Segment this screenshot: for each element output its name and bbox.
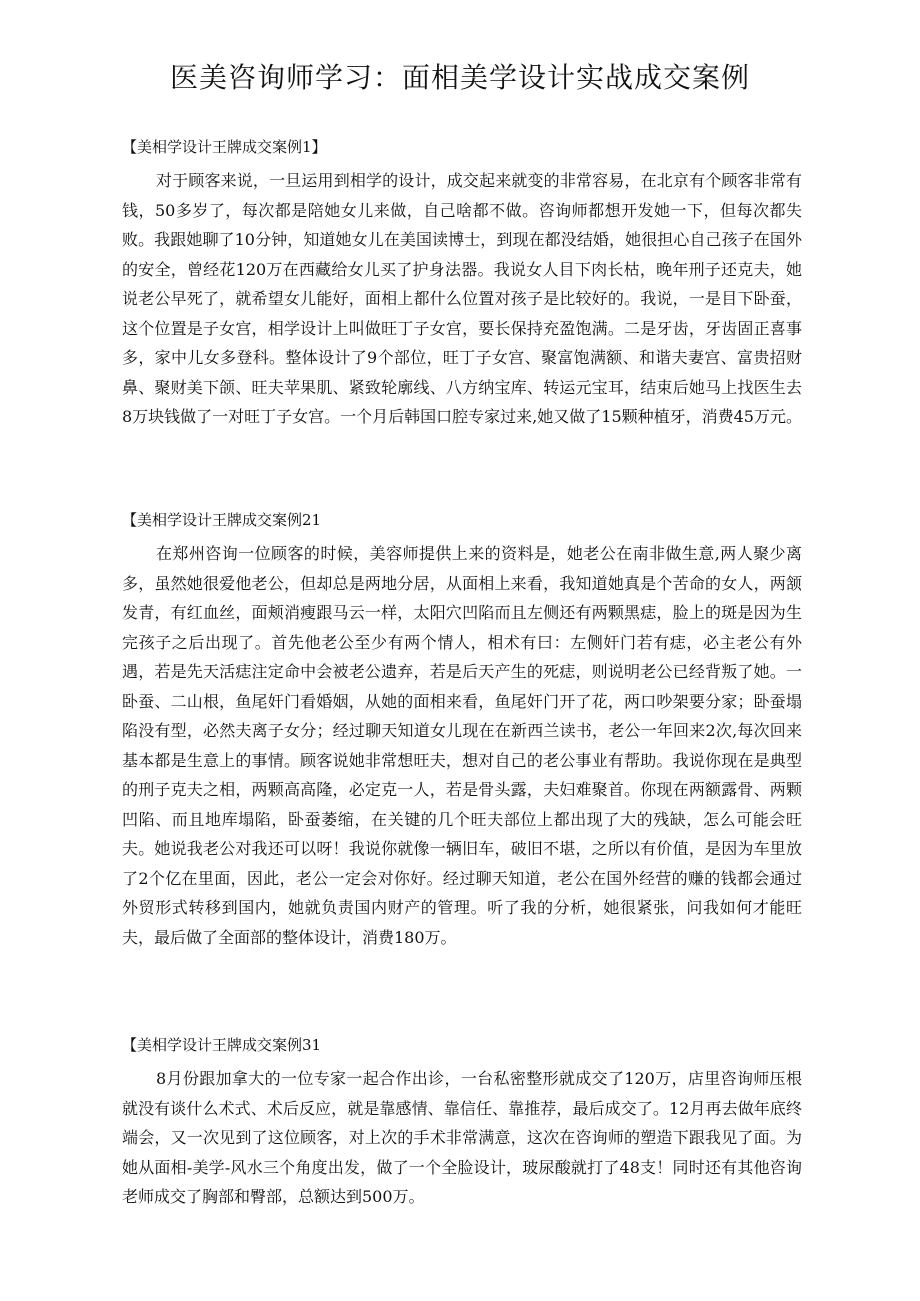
case-body-3: 8月份跟加拿大的一位专家一起合作出诊，一台私密整形就成交了120万，店里咨询师压根就没有谈什么术式、术后反应，就是靠感情、靠信任、靠推荐，最后成交了。12月再去做年底终端会，又一次见到了这位顾客，对上次的手术非常满意，这次在咨询师的塑造下跟我见了面。为她从面相-美学-风水三个角度出发，做了一个全脸设计，玻尿酸就打了48支！同时还有其他咨询老师成交了胸部和臀部，总额达到500万。 bbox=[122, 1069, 802, 1206]
case-heading-2: 【美相学设计王牌成交案例21 bbox=[122, 511, 322, 529]
case-body-2: 在郑州咨询一位顾客的时候，美容师提供上来的资料是，她老公在南非做生意,两人聚少离多，虽然她很爱他老公，但却总是两地分居，从面相上来看，我知道她真是个苦命的女人，两颔发青，有红血丝，面颊消瘦跟马云一样，太阳穴凹陷而且左侧还有两颗黑痣，脸上的斑是因为生完孩子之后出现了。首先他老公至少有两个情人，相术有曰：左侧奸门若有痣，必主老公有外遇，若是先天活痣注定命中会被老公遗弃，若是后天产生的死痣，则说明老公已经背叛了她。一卧蚕、二山根，鱼尾奸门看婚姻，从她的面相来看，鱼尾奸门开了花，两口吵架要分家；卧蚕塌陷没有型，必然夫离子女分；经过聊天知道女儿现在在新西兰读书，老公一年回来2次,每次回来基本都是生意上的事情。顾客说她非常想旺夫，想对自己的老公事业有帮助。我说你现在是典型的刑子克夫之相，两颗高高隆，必定克一人，若是骨头露，夫妇难聚首。你现在两额露骨、两颗凹陷、而且地库塌陷，卧蚕萎缩，在关键的几个旺夫部位上都出现了大的残缺，怎么可能会旺夫。她说我老公对我还可以呀！我说你就像一辆旧车，破旧不堪，之所以有价值，是因为车里放了2个亿在里面，因此，老公一定会对你好。经过聊天知道，老公在国外经营的赚的钱都会通过外贸形式转移到国内，她就负责国内财产的管理。听了我的分析，她很紧张，问我如何才能旺夫，最后做了全面部的整体设计，消费180万。 bbox=[122, 544, 802, 947]
case-heading-3: 【美相学设计王牌成交案例31 bbox=[122, 1036, 322, 1054]
case-section-3 bbox=[122, 1034, 802, 1212]
case-heading-1: 【美相学设计王牌成交案例1】 bbox=[122, 138, 327, 156]
case-section-1 bbox=[122, 136, 802, 432]
case-section-2 bbox=[122, 509, 802, 952]
case-body-1: 对于顾客来说，一旦运用到相学的设计，成交起来就变的非常容易，在北京有个顾客非常有钱，50多岁了，每次都是陪她女儿来做，自己啥都不做。咨询师都想开发她一下，但每次都失败。我跟她聊了10分钟，知道她女儿在美国读博士，到现在都没结婚，她很担心自己孩子在国外的安全，曾经花120万在西藏给女儿买了护身法器。我说女人目下肉长枯，晚年刑子还克夫，她说老公早死了，就希望女儿能好，面相上都什么位置对孩子是比较好的。我说，一是目下卧蚕，这个位置是子女宫，相学设计上叫做旺丁子女宫，要长保持充盈饱满。二是牙齿，牙齿固正喜事多，家中儿女多登科。整体设计了9个部位，旺丁子女宫、聚富饱满额、和谐夫妻宫、富贵招财鼻、聚财美下颌、旺夫苹果肌、紧致轮廓线、八方纳宝库、转运元宝耳，结束后她马上找医生去8万块钱做了一对旺丁子女宫。一个月后韩国口腔专家过来,她又做了15颗种植牙，消费45万元。 bbox=[122, 171, 802, 426]
document-title: 医美咨询师学习：面相美学设计实战成交案例 bbox=[169, 61, 750, 94]
